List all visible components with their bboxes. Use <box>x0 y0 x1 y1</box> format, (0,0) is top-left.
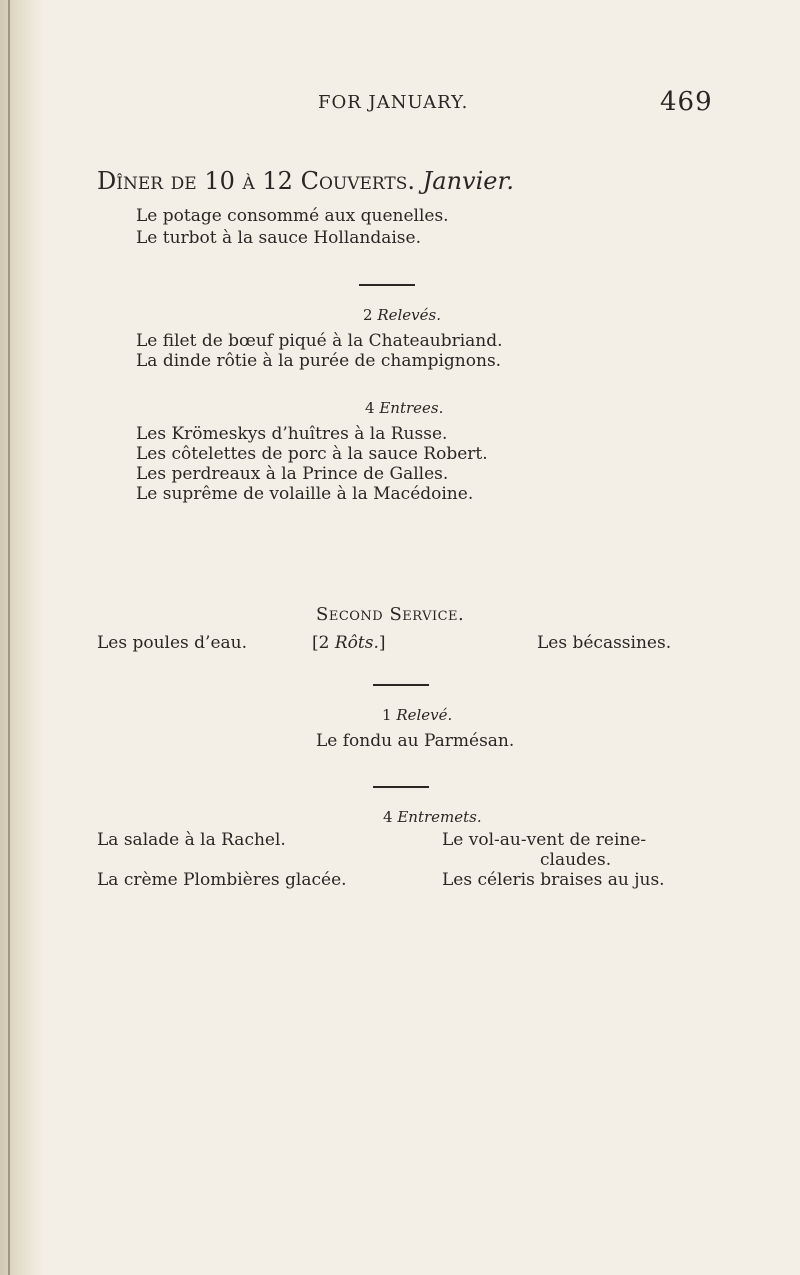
menu-title <box>97 167 514 195</box>
page-number: 469 <box>660 87 713 117</box>
section-divider-3 <box>373 786 429 788</box>
menu-item-releve-2: La dinde rôtie à la purée de champignons. <box>136 351 502 371</box>
menu-title-month: Janvier. <box>422 167 514 195</box>
roasts-label: Rôts. <box>334 633 379 653</box>
roasts-bracket-open: [2 <box>312 633 335 653</box>
menu-title-text: Dîner de 10 à 12 Couverts. <box>97 167 416 195</box>
second-service-heading: Second Service. <box>316 604 465 625</box>
menu-item-releve-1: Le filet de bœuf piqué à la Chateaubriand. <box>136 331 503 351</box>
book-spine-shadow <box>0 0 44 1275</box>
page-edge-line <box>8 0 10 1275</box>
menu-item-entree-3: Les perdreaux à la Prince de Galles. <box>136 464 449 484</box>
menu-item-entremet-2b: claudes. <box>540 850 612 870</box>
entrees-count: 4 <box>365 399 375 417</box>
releves-count: 2 <box>363 306 373 324</box>
releve-heading <box>382 706 452 724</box>
entremets-heading <box>383 808 482 826</box>
releves-heading <box>363 306 441 324</box>
menu-item-releve-second: Le fondu au Parmésan. <box>316 731 515 751</box>
menu-item-entremet-4: Les céleris braises au jus. <box>442 870 665 890</box>
menu-item-soup: Le potage consommé aux quenelles. <box>136 206 449 226</box>
menu-item-fish: Le turbot à la sauce Hollandaise. <box>136 228 421 248</box>
running-title: FOR JANUARY. <box>318 92 469 113</box>
menu-item-entremet-1: La salade à la Rachel. <box>97 830 286 850</box>
releve-count: 1 <box>382 706 392 724</box>
menu-item-roast-left: Les poules d’eau. <box>97 633 248 653</box>
menu-item-entree-4: Le suprême de volaille à la Macédoine. <box>136 484 474 504</box>
menu-item-roast-right: Les bécassines. <box>537 633 672 653</box>
section-divider-2 <box>373 684 429 686</box>
section-divider <box>359 284 415 286</box>
releves-label: Relevés. <box>377 306 441 324</box>
entremets-count: 4 <box>383 808 393 826</box>
roasts-heading <box>312 633 386 653</box>
menu-item-entremet-3: La crème Plombières glacée. <box>97 870 347 890</box>
roasts-bracket-close: ] <box>378 633 386 653</box>
menu-item-entree-1: Les Krömeskys d’huîtres à la Russe. <box>136 424 448 444</box>
menu-item-entree-2: Les côtelettes de porc à la sauce Robert. <box>136 444 488 464</box>
entrees-heading <box>365 399 443 417</box>
releve-label: Relevé. <box>396 706 453 724</box>
entrees-label: Entrees. <box>379 399 444 417</box>
menu-item-entremet-2a: Le vol-au-vent de reine- <box>442 830 647 850</box>
entremets-label: Entremets. <box>397 808 482 826</box>
